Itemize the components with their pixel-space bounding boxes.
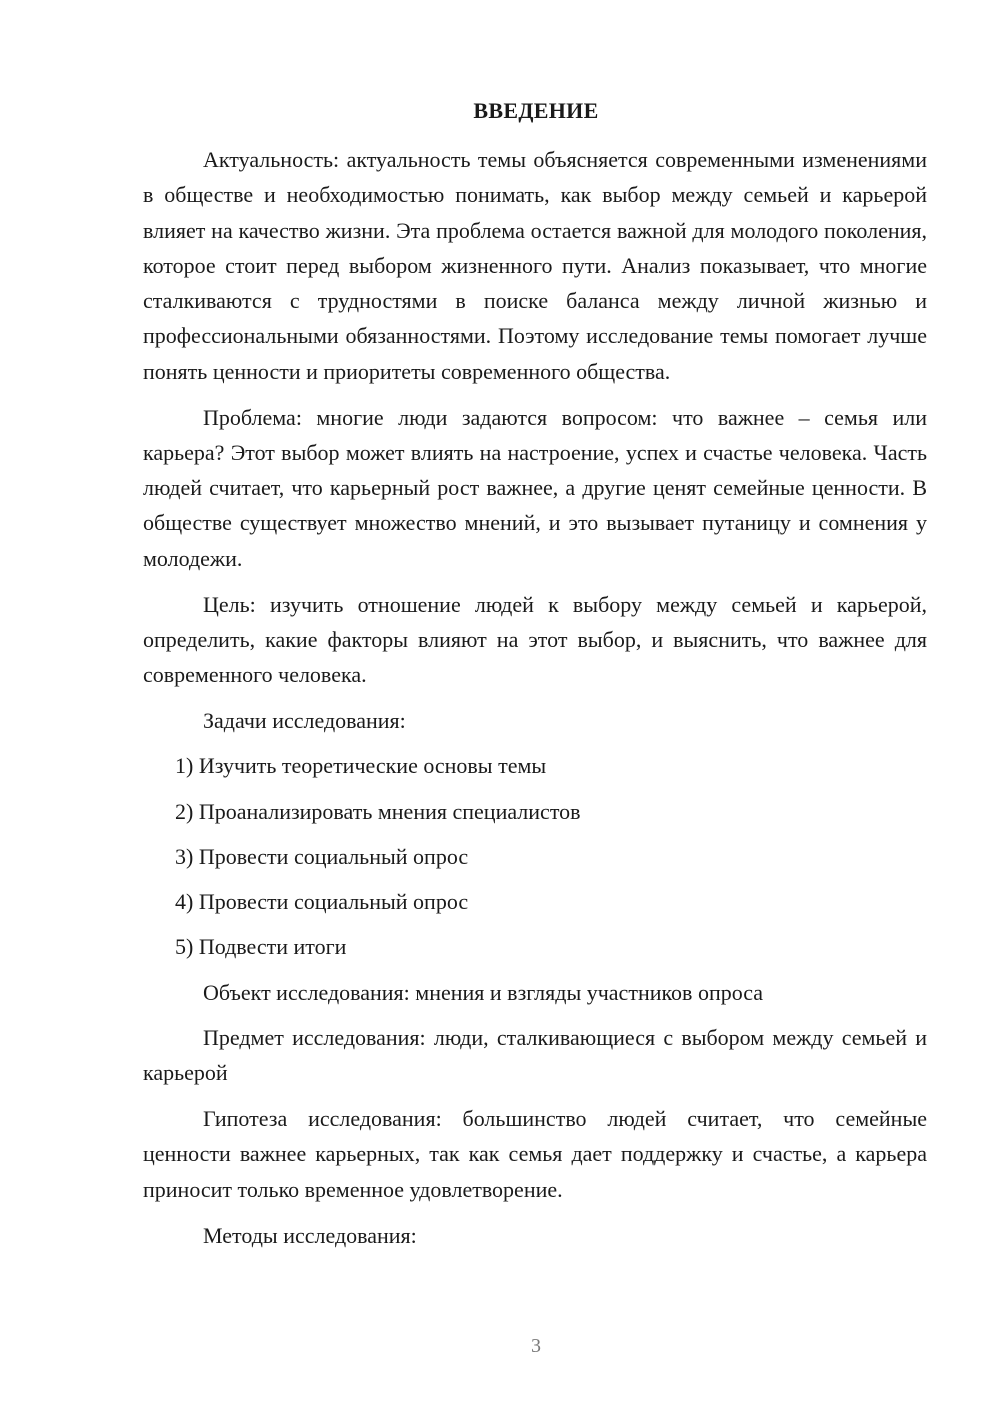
page-number: 3	[531, 1335, 541, 1357]
section-title: ВВЕДЕНИЕ	[473, 98, 599, 123]
task-item: 2) Проанализировать мнения специалистов	[175, 798, 581, 824]
tasks-heading: Задачи исследования:	[203, 707, 406, 733]
task-item: 1) Изучить теоретические основы темы	[175, 753, 547, 779]
paragraph-object: Объект исследования: мнения и взгляды участников опроса	[203, 979, 764, 1005]
paragraph-relevance: Актуальность: актуальность темы объясняется современными изменениями в обществе и необходимостью понимать, как выбор между семьей и карьерой влияет на качество жизни. Эта проблема остается важной для молодого поколения, которое стоит перед выбором жизненного пути. Анализ показывает, что многие сталкиваются с трудностями в поиске баланса между личной жизнью и профессиональными обязанностями. Поэтому исследование темы помогает лучше понять ценности и приоритеты современного общества.	[143, 147, 927, 384]
task-item: 4) Провести социальный опрос	[175, 889, 469, 915]
paragraph-methods: Методы исследования:	[203, 1222, 417, 1248]
task-item: 3) Провести социальный опрос	[175, 843, 469, 869]
paragraph-problem: Проблема: многие люди задаются вопросом: что важнее – семья или карьера? Этот выбор может влиять на настроение, успех и счастье человека. Часть людей считает, что карьерный рост важнее, а другие ценят семейные ценности. В обществе существует множество мнений, и это вызывает путаницу и сомнения у молодежи.	[143, 404, 927, 571]
paragraph-hypothesis: Гипотеза исследования: большинство людей считает, что семейные ценности важнее карьерных, так как семья дает поддержку и счастье, а карьера приносит только временное удовлетворение.	[143, 1106, 927, 1202]
paragraph-goal: Цель: изучить отношение людей к выбору между семьей и карьерой, определить, какие факторы влияют на этот выбор, и выяснить, что важнее для современного человека.	[143, 591, 927, 688]
task-item: 5) Подвести итоги	[175, 934, 347, 960]
paragraph-subject: Предмет исследования: люди, сталкивающиеся с выбором между семьей и карьерой	[143, 1025, 927, 1086]
page-content	[143, 142, 927, 1263]
tasks-list	[143, 748, 927, 964]
